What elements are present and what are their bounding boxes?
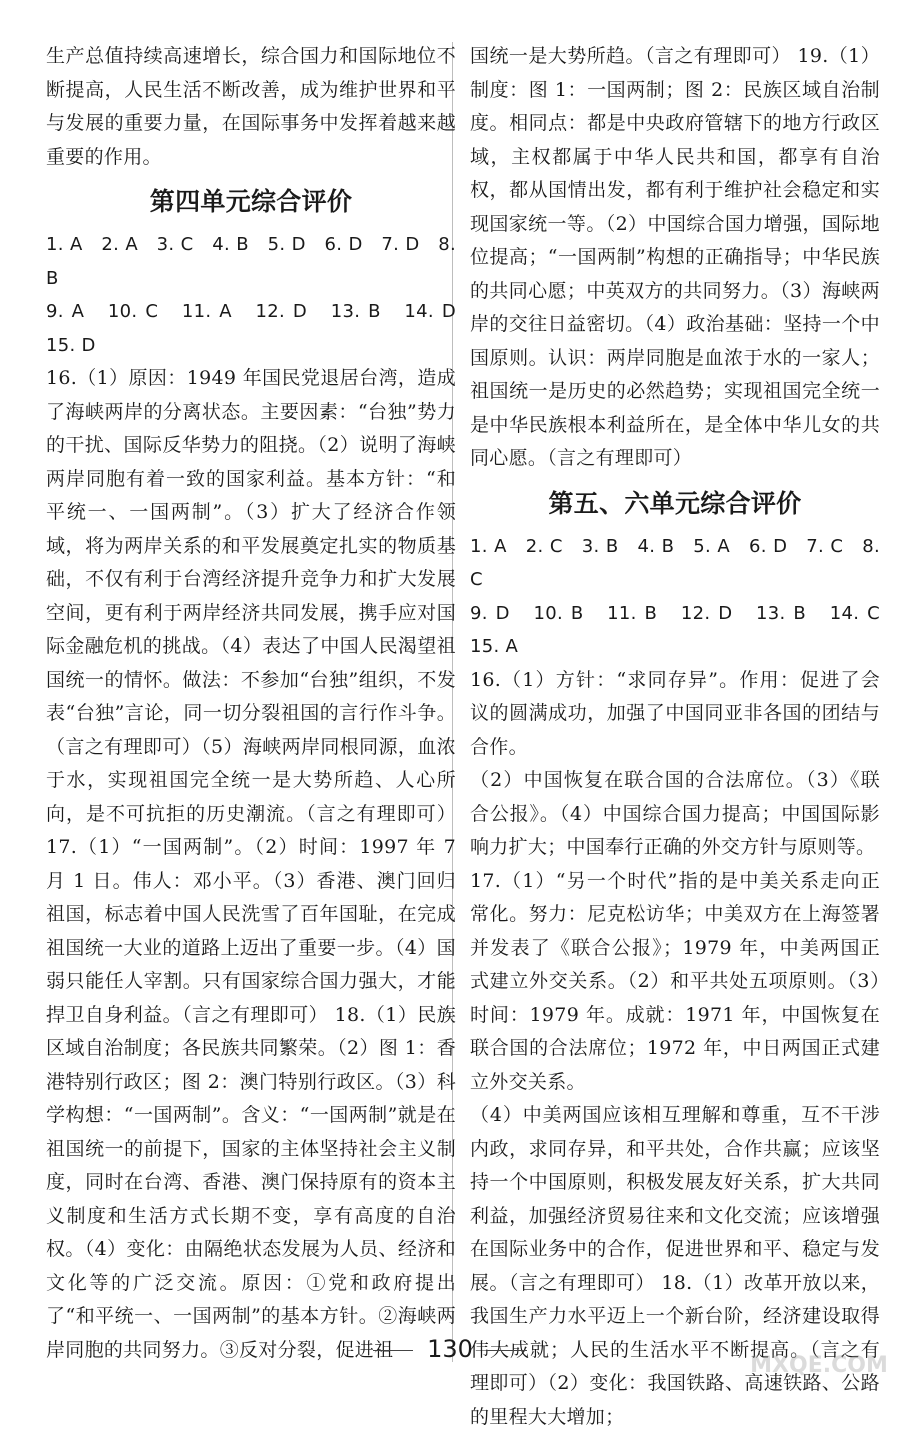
watermark-logo [744, 1322, 894, 1384]
answer-paragraph-16: 16.（1）方针：“求同存异”。作用：促进了会议的圆满成功，加强了中国同亚非各国的团结与合作。 [470, 668, 880, 758]
watermark-text: MXQE.COM [750, 1353, 888, 1378]
left-column [46, 40, 475, 1367]
answer-row-2: 9. D 10. B 11. B 12. D 13. B 14. C 15. A [470, 602, 899, 657]
page-number-dash-left [373, 1350, 413, 1351]
answer-row-1: 1. A 2. C 3. B 4. B 5. A 6. D 7. C 8. C [470, 535, 887, 590]
answer-row-2: 9. A 10. C 11. A 12. D 13. B 14. D 15. D [46, 301, 475, 356]
answer-paragraph-16b: （2）中国恢复在联合国的合法席位。（3）《联合公报》。（4）中国综合国力提高；中国国际影响力扩大；中国奉行正确的外交方针与原则等。 [470, 769, 880, 858]
right-column [470, 40, 899, 1434]
answer-paragraph-17: 17.（1）“另一个时代”指的是中美关系走向正常化。努力：尼克松访华；中美双方在上海签署并发表了《联合公报》；1979 年，中美两国正式建立外交关系。（2）和平共处五项原则。（3）时间：1979 年。成就：1971 年，中国恢复在联合国的合法席位；1972 年，中日两国正式建立外交关系。 [470, 869, 880, 1093]
page-number-dash-right [487, 1350, 527, 1351]
continued-paragraph: 国统一是大势所趋。（言之有理即可） 19.（1）制度：图 1：一国两制；图 2：民族区域自治制度。相同点：都是中央政府管辖下的地方行政区域，主权都属于中华人民共和国，都享有自治权，都从国情出发，都有利于维护社会稳定和实现国家统一等。（2）中国综合国力增强，国际地位提高；“一国两制”构想的正确指导；中华民族的共同心愿；中英双方的共同努力。（3）海峡两岸的交往日益密切。（4）政治基础：坚持一个中国原则。认识：两岸同胞是血浓于水的一家人；祖国统一是历史的必然趋势；实现祖国完全统一是中华民族根本利益所在，是全体中华儿女的共同心愿。（言之有理即可） [470, 45, 880, 469]
section-title-unit-5-6: 第五、六单元综合评价 [548, 488, 802, 518]
answer-paragraph: 16.（1）原因：1949 年国民党退居台湾，造成了海峡两岸的分离状态。主要因素：“台独”势力的干扰、国际反华势力的阻挠。（2）说明了海峡两岸同胞有着一致的国家利益。基本方针：“和平统一、一国两制”。（3）扩大了经济合作领域，将为两岸关系的和平发展奠定扎实的物质基础，不仅有利于台湾经济提升竞争力和扩大发展空间，更有利于两岸经济共同发展，携手应对国际金融危机的挑战。（4）表达了中国人民渴望祖国统一的情怀。做法：不参加“台独”组织，不发表“台独”言论，同一切分裂祖国的言行作斗争。（言之有理即可）（5）海峡两岸同根同源，血浓于水，实现祖国完全统一是大势所趋、人心所向，是不可抗拒的历史潮流。（言之有理即可） 17.（1）“一国两制”。（2）时间：1997 年 7 月 1 日。伟人：邓小平。（3）香港、澳门回归祖国，标志着中国人民洗雪了百年国耻，在完成祖国统一大业的道路上迈出了重要一步。（4）国弱只能任人宰割。只有国家综合国力强大，才能捍卫自身利益。（言之有理即可） 18.（1）民族区域自治制度；各民族共同繁荣。（2）图 1：香港特别行政区；图 2：澳门特别行政区。（3）科学构想：“一国两制”。含义：“一国两制”就是在祖国统一的前提下，国家的主体坚持社会主义制度，同时在台湾、香港、澳门保持原有的资本主义制度和生活方式长期不变，享有高度的自治权。（4）变化：由隔绝状态发展为人员、经济和文化等的广泛交流。原因：①党和政府提出了“和平统一、一国两制”的基本方针。②海峡两岸同胞的共同努力。③反对分裂，促进祖 [46, 367, 456, 1361]
answer-paragraph-17b: （4）中美两国应该相互理解和尊重，互不干涉内政，求同存异，和平共处，合作共赢；应该坚持一个中国原则，积极发展友好关系，扩大共同利益，加强经济贸易往来和文化交流；应该增强在国际业务中的合作，促进世界和平、稳定与发展。（言之有理即可） 18.（1）改革开放以来，我国生产力水平迈上一个新台阶，经济建设取得伟大成就；人民的生活水平不断提高。（言之有理即可）（2）变化：我国铁路、高速铁路、公路的里程大大增加； [470, 1104, 880, 1428]
page-number-text: 130 [427, 1335, 473, 1363]
intro-paragraph: 生产总值持续高速增长，综合国力和国际地位不断提高，人民生活不断改善，成为维护世界和平与发展的重要力量，在国际事务中发挥着越来越重要的作用。 [46, 45, 456, 168]
section-title-unit-4: 第四单元综合评价 [149, 187, 353, 216]
answer-row-1: 1. A 2. A 3. C 4. B 5. D 6. D 7. D 8. B [46, 234, 463, 289]
